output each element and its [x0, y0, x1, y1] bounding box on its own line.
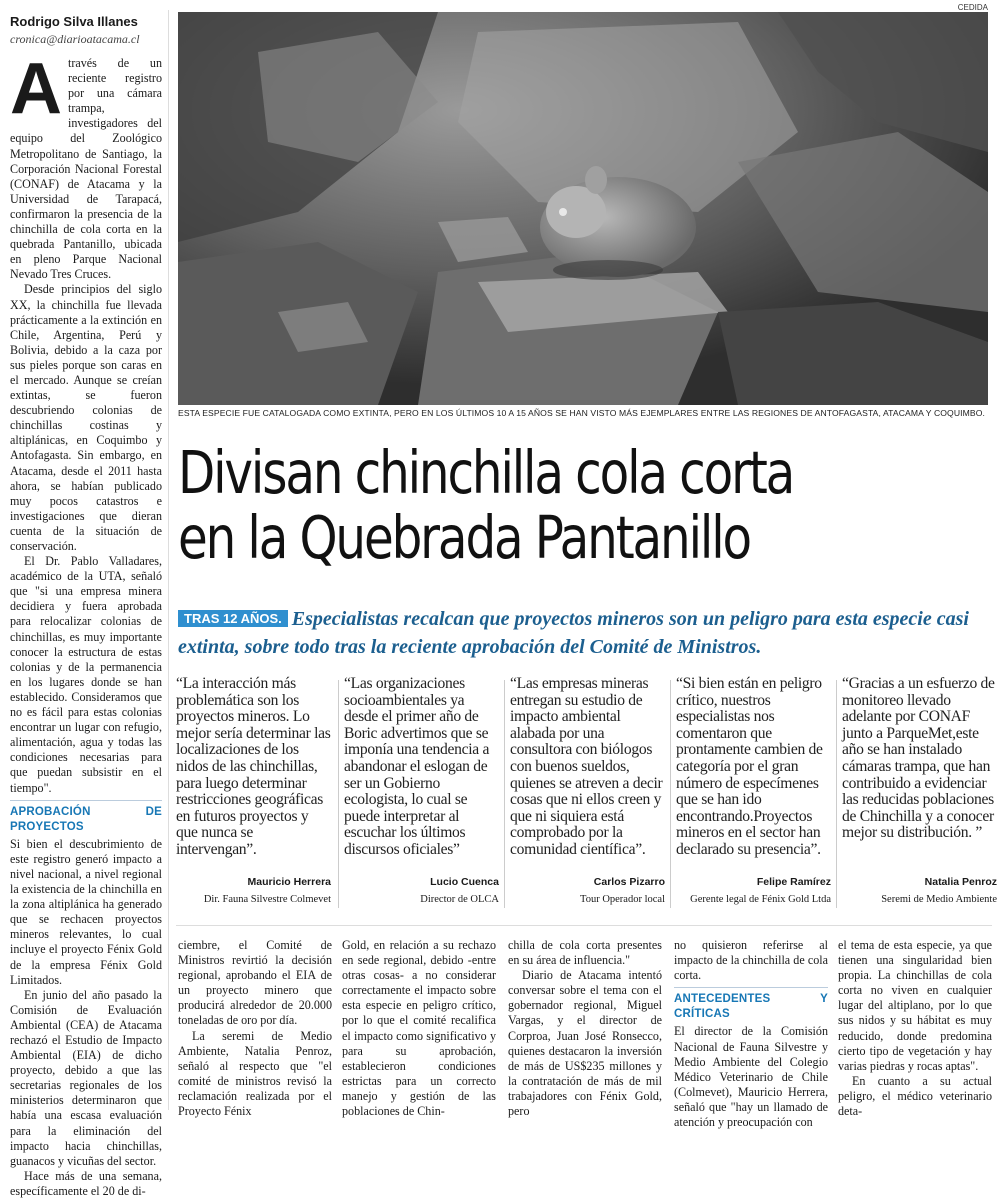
photo-caption: ESTA ESPECIE FUE CATALOGADA COMO EXTINTA, PERO EN LOS ÚLTIMOS 10 A 15 AÑOS SE HAN VISTO MÁS EJEMPLARES ENTRE LAS REGIONES DE ANTOFAGASTA, ATACAMA Y COQUIMBO.	[178, 408, 986, 418]
byline-email[interactable]: cronica@diarioatacama.cl	[10, 32, 140, 46]
quote-text: “Gracias a un esfuerzo de monitoreo llevado adelante por CONAF junto a ParqueMet,este año se han instalado cámaras trampa, que han contribuido a evidenciar las reducidas poblaciones de Chinchilla y a conocer mejor su distribución. ”	[842, 675, 995, 842]
quote-author: Lucio Cuenca	[430, 876, 499, 888]
quote-card	[176, 676, 331, 914]
body-paragraph: ciembre, el Comité de Ministros revirtió la decisión regional, aprobando el EIA de un proyecto minero que producirá alrededor de 20.000 toneladas de oro por día.	[178, 938, 332, 1028]
body-column	[342, 938, 496, 1119]
photo-credit: CEDIDA	[957, 3, 988, 12]
horizontal-rule	[176, 925, 992, 926]
body-paragraph: En junio del año pasado la Comisión de Evaluación Ambiental (CEA) de Atacama rechazó el Estudio de Impacto Ambiental (EIA) de dicho proyecto, debido a que las secretarias regionales de los ministerios determinaron que había una escasa evaluación para la eliminación del impacto hacia chinchillas, guanacos y vicuñas del sector.	[10, 987, 162, 1168]
quote-role: Seremi de Medio Ambiente	[881, 894, 997, 905]
body-paragraph: En cuanto a su actual peligro, el médico veterinario deta-	[838, 1073, 992, 1119]
quote-author: Natalia Penroz	[924, 876, 997, 888]
quote-card	[344, 676, 499, 914]
headline	[178, 440, 990, 570]
dropcap: A	[10, 49, 62, 129]
body-paragraph: Gold, en relación a su rechazo en sede regional, debido -entre otras cosas- a no considerar correctamente el impacto sobre esta especie en peligro crítico, por lo que el comité recalifica el impacto como significativo y para su aprobación, establecieron condiciones estrictas para un correcto manejo y gestión de las poblaciones de Chin-	[342, 938, 496, 1119]
body-paragraph: El Dr. Pablo Valladares, académico de la UTA, señaló que "si una empresa minera decidiera y fuera aprobada para relocalizar colonias de chinchillas, es muy importante conocer la estructura de estas colonias y de la permanencia en los lugares donde se han establecido. Consideramos que no es fácil para estas colonias encontrar un lugar con refugio, alimentación, agua y todas las condiciones necesarias para que puedan subsistir en el tiempo".	[10, 554, 162, 795]
body-paragraph: el tema de esta especie, ya que tienen una singularidad bien propia. La chinchillas de cola corta no viven en cualquier lugar del altiplano, por lo que sus nidos y su hábitat es muy reducido, donde predomina cierto tipo de vegetación y hay varias piedras y rocas aptas".	[838, 938, 992, 1073]
body-paragraph: Diario de Atacama intentó conversar sobre el tema con el gobernador regional, Miguel Vargas, y el director de Corproa, Juan José Ronsecco, quienes destacaron la inversión de más de US$235 millones y la contratación de más de mil trabajadores con Fénix Gold, pero	[508, 968, 662, 1119]
quote-card	[676, 676, 831, 914]
quote-text: “Si bien están en peligro crítico, nuestros especialistas nos comentaron que prontamente cambien de categoría por el gran número de especímenes que se han ido encontrando.Proyectos mineros en el sector han declarado su presencia”.	[676, 675, 823, 858]
body-column	[178, 938, 332, 1119]
quote-text: “La interacción más problemática son los proyectos mineros. Lo mejor sería determinar las localizaciones de los nidos de las chinchillas, para luego determinar restricciones geográficas en futuros proyectos y que nunca se intervengan”.	[176, 675, 331, 858]
deck-tag: TRAS 12 AÑOS.	[178, 610, 288, 627]
body-column	[674, 938, 828, 1130]
byline-author: Rodrigo Silva Illanes	[10, 14, 138, 29]
quote-divider	[338, 680, 339, 908]
quote-role: Dir. Fauna Silvestre Colmevet	[203, 894, 331, 905]
photo-illustration	[178, 12, 988, 405]
deck-text: Especialistas recalcan que proyectos mineros son un peligro para esta especie casi extinta, sobre todo tras la reciente aprobación del Comité de Ministros.	[178, 608, 969, 658]
column-divider	[168, 10, 169, 1110]
quotes-strip	[172, 675, 997, 916]
quote-text: “Las empresas mineras entregan su estudio de impacto ambiental alabada por una consultora con biólogos con buenos sueldos, quienes se atreven a decir cosas que ni ellos creen y que ni siquiera está comprobado por la comunidad científica”.	[510, 675, 663, 858]
quote-author: Felipe Ramírez	[756, 876, 831, 888]
body-column	[838, 938, 992, 1119]
body-column	[508, 938, 662, 1119]
body-paragraph: Si bien el descubrimiento de este registro generó impacto a nivel nacional, a nivel regional la existencia de la chinchilla en la zona altiplánica ha generado que se rechacen proyectos mineros relevantes, lo cual incluye el proyecto Fénix Gold de la empresa Fénix Gold Limitados.	[10, 836, 162, 987]
quote-divider	[504, 680, 505, 908]
quote-card	[842, 676, 997, 914]
body-paragraph: no quisieron referirse al impacto de la chinchilla de cola corta.	[674, 938, 828, 983]
section-heading: APROBACIÓN DE PROYECTOS	[10, 800, 162, 835]
quote-card	[510, 676, 665, 914]
body-paragraph: chilla de cola corta presentes en su área de influencia."	[508, 938, 662, 968]
chinchilla-photo	[178, 12, 988, 405]
quote-role: Tour Operador local	[580, 894, 665, 905]
quote-text: “Las organizaciones socioambientales ya desde el primer año de Boric advertimos que se imponía una tendencia a abandonar el eslogan de ser un Gobierno ecologista, lo cual se puede interpretar al escuchar los últimos discursos oficiales”	[344, 675, 490, 858]
left-column	[10, 49, 162, 1199]
headline-line-2: en la Quebrada Pantanillo	[178, 503, 750, 572]
quote-author: Carlos Pizarro	[593, 876, 665, 888]
quote-divider	[670, 680, 671, 908]
quote-author: Mauricio Herrera	[247, 876, 331, 888]
body-paragraph: Hace más de una semana, específicamente el 20 de di-	[10, 1168, 162, 1198]
quote-role: Gerente legal de Fénix Gold Ltda	[690, 894, 831, 905]
body-paragraph: Desde principios del siglo XX, la chinchilla fue llevada prácticamente a la extinción en Chile, Argentina, Perú y Bolivia, debido a la caza por sus pieles porque son caras en el mercado. Aunque se creían extintas, se fueron descubriendo colonias de chinchillas costinas y altiplánicas, en Coquimbo y Antofagasta. Sin embargo, en Atacama, desde el 2011 hasta ahora, se habían publicado muy pocos catastros e investigaciones que dieran cuenta de la situación de conservación.	[10, 282, 162, 553]
quote-divider	[836, 680, 837, 908]
quote-role: Director de OLCA	[420, 894, 499, 905]
lead-paragraph: Através de un reciente registro por una cámara trampa, investigadores del equipo del Zoológico Metropolitano de Santiago, la Corporación Nacional Forestal (CONAF) de Atacama y la Universidad de Tarapacá, confirmaron la presencia de la chinchilla de cola corta en la quebrada Pantanillo, ubicada en pleno Parque Nacional Nevado Tres Cruces.	[10, 49, 162, 282]
deck	[178, 606, 990, 660]
section-heading: ANTECEDENTES Y CRÍTICAS	[674, 987, 828, 1022]
headline-line-1: Divisan chinchilla cola corta	[178, 438, 794, 507]
body-paragraph: La seremi de Medio Ambiente, Natalia Penroz, señaló al respecto que "el comité de ministros revisó la reclamación realizada por el Proyecto Fénix	[178, 1028, 332, 1119]
body-paragraph: El director de la Comisión Nacional de Fauna Silvestre y Medio Ambiente del Colegio Médico Veterinario de Chile (Colmevet), Mauricio Herrera, señaló que "hay un llamado de atención y preocupación con	[674, 1024, 828, 1130]
